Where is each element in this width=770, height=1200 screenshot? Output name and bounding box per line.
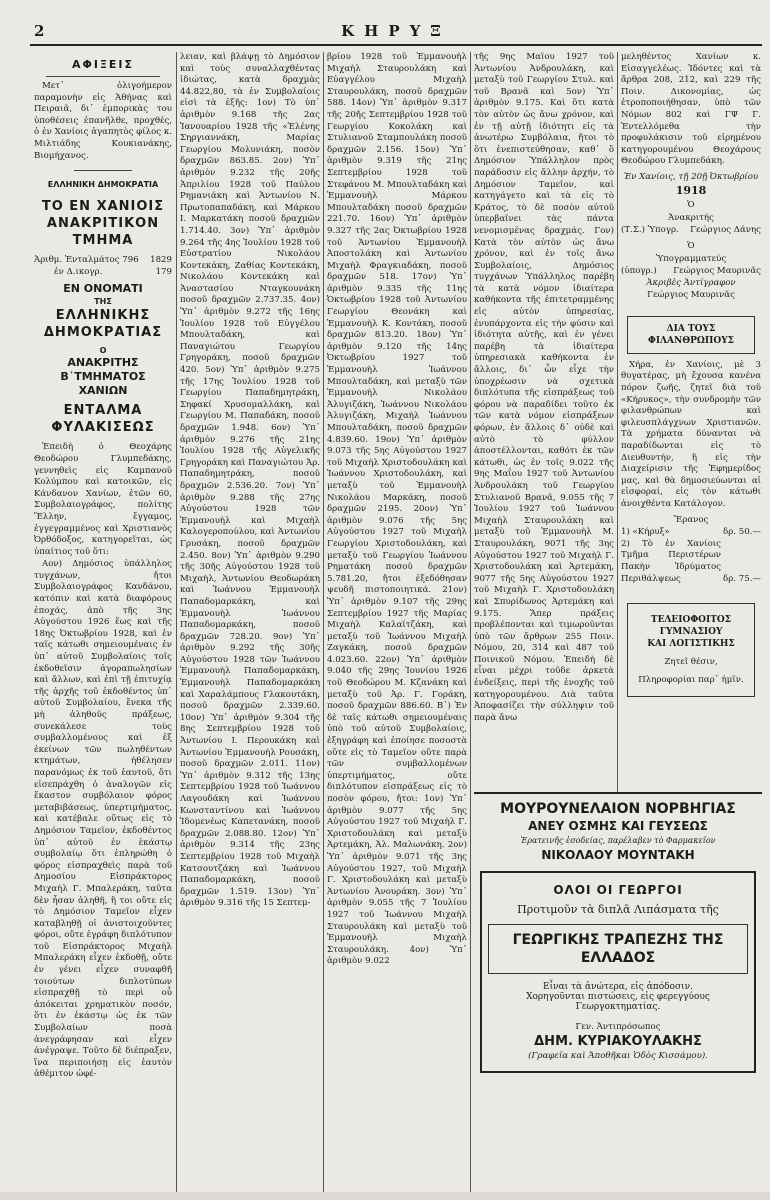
contracts-list-1: λειαν, καὶ βλάψῃ τὸ Δημόσιον καὶ τοὺς συναλλαχθέντας ἰδιώτας, κατὰ δραχμὰς 44.822,80, τὰ ἐν Συμβολαίοις εἰσὶ τὰ ἑξῆς: 1ον) Τὸ ὑπ᾿ ἀριθμὸν 9.168 τῆς 2ας Ἰανουαρίου 1928 τῆς «Ἑλένης Σηργιαννάκη, Μαρίας Γεωργίου Μολυνιάκη, ποσὸν δραχμῶν 863.85. 2ον) Ὑπ᾿ ἀριθμὸν 9.232 τῆς 20ῆς Ἀπριλίου 1928 τοῦ Παύλου Ρημανιάκη καὶ Ἀντωνίου Ν. Πρωτοπαπαδάκη, καὶ Μάρκου Ι. Μαρκατάκη ποσοῦ δραχμῶν 1.714.40. 3ον) Ὑπ᾿ ἀριθμὸν 9.264 τῆς 4ης Ἰουλίου 1928 τοῦ Εὐστρατίου Νικολάου Κοντεκάκη, Ζαθίας Κοντεκάκη, Νικολάου Κοντεκάκη καὶ Ἀναστασίου Νταγκουνάκη ποσοῦ δραχμῶν 2.737.35. 4ον) Ὑπ᾿ ἀριθμὸν 9.272 τῆς 16ης Ἰουλίου 1928 τοῦ Εὐγγέλου Μπουλταδάκη, καὶ Παναγιώτου Γεωργίου Γρηγοράκη, ποσοῦ δραχμῶν 420. 5ον) Ὑπ᾿ ἀριθμὸν 9.275 τῆς 17ης Ἰουλίου 1928 τοῦ Γεωργίου Παπαδημητράκη, Σηφακί Χρυσομαλλάκη, καὶ Γεωργίου Μ. Παπαδάκη, ποσοῦ δραχμῶν 1.948. 6ον) Ὑπ᾿ ἀριθμὸν 9.276 τῆς 21ης Ἰουλίου 1928 τῆς Αὐγελικῆς Γρηγοράκη καὶ Παναγιώτου Ἀρ. Παπαδημητράκη, ποσοῦ δραχμῶν 2.536.20. 7ον) Ὑπ᾿ ἀριθμὸν 9.288 τῆς 27ης Αὐγούστου 1928 τῶν Ἐμμανουὴλ καὶ Μιχαὴλ Καλογεροπούλου, καὶ Ἀντωνίου Γρυσάκη, ποσοῦ δραχμῶν 2.450. 8ον) Ὑπ᾿ ἀριθμὸν 9.290 τῆς 30ῆς Αὐγούστου 1928 τοῦ Μιχαὴλ, Ἀντωνίου Θεοδωράκη καὶ Ἰωάννου Ἐμμανουὴλ Παπαδομαρκάκη, καὶ Ἐμμανουὴλ Ἰωάννου Παπαδομαρκάκη, ποσοῦ δραχμῶν 728.20. 9ον) Ὑπ᾿ ἀριθμὸν 9.292 τῆς 30ῆς Αὐγούστου 1928 τῶν Ἰωάννου Ἐμμανουὴλ Παπαδομαρκάκη, Ἐμμανουὴλ Παπαδομαρκάκη καὶ Χαραλάμπους Γλακουτάκη, ποσοῦ δραχμῶν 2.339.60. 10ον) Ὑπ᾿ ἀριθμὸν 9.304 τῆς 8ης Σεπτεμβρίου 1928 τοῦ Ἀντωνίου Ι. Περουκάκη καὶ Ἀντωνίου Ἐμμανουὴλ Ρουσάκη, ποσοῦ δραχμῶν 2.011. 11ον) Ὑπ᾿ ἀριθμὸν 9.312 τῆς 13ης Σεπτεμβρίου 1928 τοῦ Ἰωάννου Λαγουδάκη καὶ Ἰωάννου Κωνσταντίνου καὶ Ἰωάννου Ἰδομενέως Καπετανάκη, ποσοῦ δραχμῶν 2.088.80. 12ον) Ὑπ᾿ ἀριθμὸν 9.314 τῆς 23ης Σεπτεμβρίου 1928 τοῦ Μιχαὴλ Κατσουτζάκη καὶ Ἰωάννου Παπαδομαρκάκη, ποσοῦ δραχμῶν 1.519. 13ον) Ὑπ᾿ ἀριθμὸν 9.316 τῆς 15 Σεπτεμ-	[180, 52, 320, 909]
ad-rule	[474, 792, 762, 794]
warrant-number: Ἀριθμ. Ἐνταλμάτος 796 1829	[34, 255, 172, 266]
credit-line: Χορηγοῦνται πιστώσεις, εἰς φερεγγύους Γεωργοκτηματίας.	[526, 992, 710, 1012]
warrant-body-1: Ἐπειδὴ ὁ Θεοχάρης Θεοδώρου Γλυμπεδάκης, γεννηθεὶς εἰς Καμπανοῦ Κολύμπου καὶ κατοικῶν, εἰς Κάνδανον Χανίων, ἐτῶν 60, Συμβολαιογράφος, πολίτης Ἕλλην, ἔγγαμος, ἐγγεγραμμένος καὶ Χριστιανὸς Ὀρθόδοξος, κατηγορεῖται, ὡς ὑπαίτιος τοῦ ὅτι:	[34, 442, 172, 557]
signature-title-2: Ὑπογραμματεύς	[655, 253, 727, 264]
warrant-conclusion: μεληθέντος Χανίων κ. Εἰσαγγελέως. Ἰδόντες καὶ τὰ ἄρθρα 208, 212, καὶ 229 τῆς Ποιν. Δικονομίας, ὡς ἐτροποποιήθησαν, ὑπὸ τῶν Νόμων 802 καὶ ΓΨ Γ. Ἐντελλόμεθα τὴν προφυλάκισιν τοῦ εἰρημένου κατηγορουμένου Θεοχάρους Θεοδώρου Γλυμπεδάκη.	[621, 52, 761, 167]
cod-oil-title: ΜΟΥΡΟΥΝΕΛΑΙΟΝ ΝΟΡΒΗΓΙΑΣ	[500, 801, 736, 817]
charity-title: ΔΙΑ ΤΟΥΣ ΦΙΛΑΝΘΡΩΠΟΥΣ	[648, 323, 734, 346]
column-divider	[470, 52, 471, 1192]
column-2	[180, 52, 320, 1192]
prefer-line: Προτιμοῦν τὰ διπλᾶ Λιπάσματα τῆς	[517, 903, 719, 916]
place-date: Ἐν Χανίοις, τῇ 20ῇ Ὀκτωβρίου	[623, 171, 759, 182]
page-bottom-margin	[0, 1192, 770, 1200]
graduate-ad	[627, 603, 755, 697]
bank-name: ΓΕΩΡΓΙΚΗΣ ΤΡΑΠΕΖΗΣ ΤΗΣ ΕΛΛΑΔΟΣ	[488, 924, 748, 974]
page-number: 2	[34, 22, 47, 40]
cod-oil-note: Ἐρατεινῆς ἐσοδείας, παρέλαβεν τὸ Φαρμακεῖον	[520, 836, 716, 845]
department-heading: Β᾿ΤΜΗΜΑΤΟΣ ΧΑΝΙΩΝ	[60, 370, 146, 398]
graduate-subtitle: ΚΑΙ ΛΟΓΙΣΤΙΚΗΣ	[647, 639, 735, 650]
eranos-item-2: 2) Τὸ ἐν Χανίοις Τμῆμα Περιστέρων Πακὴν Ἰδρύματος Περιθάλψεως δρ. 75.—	[621, 538, 761, 584]
representative-label: Γεν. Ἀντιπρόσωπος	[575, 1022, 661, 1032]
warrant-continuation: τῆς 9ης Μαΐου 1927 τοῦ Ἀντωνίου Ἀνδρουλάκη, καὶ μεταξὺ τοῦ Γεωργίου Στυλ. καὶ τοῦ Βρανᾶ καὶ 5ον) Ὑπ᾿ ἀριθμὸν 9.175. Καὶ ὅτι κατὰ τὸν αὐτὸν ὡς ἄνω χρόνον, καὶ ἐν τῇ αὐτῇ ἰδιότητι εἰς τὰ ἀνωτέρω Συμβόλαια, ἤτοι τὸ ὅτι ἐνεπιστεύθησαν, καθ᾿ ὃ Δημόσιον Ὑπάλληλον πρὸς παράδοσιν εἰς ἄλλην ἀρχήν, τὸ Δημόσιον Ταμεῖον, καὶ κατηγάγετο καὶ τὰ εἰς τὸ Κράτος, τὸ δὲ ποσὸν αὐτοῦ ὑπερβαῖνει τὰς πάντα νενομισμένας δραχμάς. Γον) Κατὰ τὸν αὐτὸν ὡς ἄνω χρόνον, καὶ ἐν τοῖς ἄνω Συμβολαίοις, Δημόσιος τυγχάνων Ὑπάλληλος παρέβη τὰ κατὰ νόμον ἰδιαίτερα καθήκοντα τῆς ἐπιτετραμμένης εἰς αὐτὸν ὑπηρεσίας, ἐνυπάρχοντα εἰς τὴν φύσιν καὶ ἰδιότητα αὐτῆς, καὶ ἐν γένει παρέβη τὰ ἰδιαίτερα ὑπηρεσιακὰ καθήκοντα ἐν ἄλλοις, δι᾿ ὧν εἶχε τὴν ὑποχρέωσιν νὰ σχετικὰ διπλότυπα τῆς εἰσπράξεως τοῦ φόρου νὰ παραδίδει τοῦτο ἐκ τῶν κατὰ νόμον εἰσπράξεων φόρων, ἐν ἄλλοις δ᾿ οὐδὲ καὶ αὐτὸ τὸ φύλλον ἀποστέλλονται, καθότι ἐκ τῶν κάτωθι, ὡς ἐν τοῖς 9.022 τῆς 9ης Μαΐου 1927 τοῦ Ἀντωνίου Ἀνδρουλάκη τοῦ Γεωργίου Στυλιανοῦ Βρανᾶ, 9.055 τῆς 7 Ἰουλίου 1927 τοῦ Ἰωάννου Μιχαὴλ Σταυρουλάκη καὶ μεταξὺ τοῦ Ἐμμανουὴλ Μ. Σταυρουλάκη, 9071 τῆς 3ης Αὐγούστου 1927 τοῦ Μιχαὴλ Γ. Χριστοδουλάκη καὶ Ἀρτεμάκη, 9077 τῆς 5ης Αὐγούστου 1927 τοῦ Μιχαὴλ Γ. Χριστοδουλάκη καὶ Σπυρίδωνος Ἀρτεμάκη καὶ 9.175. Ἅπερ πράξεις προβλέπονται καὶ τιμωροῦνται ὑπὸ τῶν ἄρθρων 255 Ποιν. Νόμου, 20, 314 καὶ 487 τοῦ Ποινικοῦ Νόμου. Ἐπειδὴ δὲ εἶναι μέχρι τοῦδε ἀρκετὰ ἐνδείξεις, περὶ τῆς ἐνοχῆς τοῦ κατηγορουμένου. Διὰ ταῦτα Ἀποφασίζει τὴν σύλληψιν τοῦ παρὰ ἄνω	[474, 52, 614, 723]
column-5	[621, 52, 761, 788]
graduate-title: ΤΕΛΕΙΟΦΟΙΤΟΣ ΓΥΜΝΑΣΙΟΥ	[650, 615, 732, 638]
graduate-text: Ζητεῖ θέσιν,	[664, 657, 718, 668]
court-title: ΤΟ ΕΝ ΧΑΝΙΟΙΣ ΑΝΑΚΡΙΤΙΚΟΝ ΤΜΗΜΑ	[41, 199, 165, 249]
header-rule	[30, 44, 762, 46]
name-of-heading: ΕΝ ΟΝΟΜΑΤΙ	[63, 282, 143, 296]
eranos-item-1: 1) «Κήρυξ» δρ. 50.—	[621, 527, 761, 538]
state-small: ΕΛΛΗΝΙΚΗ ΔΗΜΟΚΡΑΤΙΑ	[47, 180, 159, 190]
warrant-subnumber: ἐν Δ.ικογρ. 179	[54, 266, 172, 277]
column-divider	[323, 52, 324, 1192]
column-divider	[617, 52, 618, 792]
warrant-heading: ΕΝΤΑΛΜΑ ΦΥΛΑΚΙΣΕΩΣ	[51, 403, 155, 436]
graduate-info: Πληροφορίαι παρ᾿ ἡμῖν.	[638, 675, 744, 686]
signature-note: Ἀκριβὲς Ἀντίγραφον	[646, 277, 736, 288]
divider	[74, 170, 132, 171]
o-heading: Ο	[99, 346, 107, 356]
column-3	[327, 52, 467, 1192]
column-1	[34, 52, 172, 1192]
fertilizer-ad	[480, 871, 756, 1073]
signature-name-3: Γεώργιος Μαυρινᾶς	[647, 290, 735, 301]
contracts-list-2: βρίου 1928 τοῦ Ἐμμανουὴλ Μιχαὴλ Σταυρουλάκη καὶ Εὐαγγέλου Μιχαὴλ Σταυρουλάκη, ποσοῦ δραχμῶν 588. 14ον) Ὑπ᾿ ἀριθμὸν 9.317 τῆς 20ῆς Σεπτεμβρίου 1928 τοῦ Γεωργίου Κοκολάκη καὶ Στυλιανοῦ Σταμπουλάκη ποσοῦ δραχμῶν 2.156. 15ον) Ὑπ᾿ ἀριθμὸν 9.319 τῆς 21ης Σεπτεμβρίου 1928 τοῦ Στεφάνου Μ. Μπουλταδάκη καὶ Ἐμμανουὴλ Μάρκου Μπουλταδάκη ποσοῦ δραχμῶν 221.70. 16ον) Ὑπ᾿ ἀριθμὸν 9.327 τῆς 2ας Ὀκτωβρίου 1928 τοῦ Ἀντωνίου Ἐμμανουὴλ Ἀποστολάκη καὶ Ἀντωνίου Μιχαὴλ Φραγκιαδάκη, ποσοῦ δραχμῶν 518. 17ον) Ὑπ᾿ ἀριθμὸν 9.335 τῆς 11ης Ὀκτωβρίου 1928 τοῦ Ἀντωνίου Γεωργίου Θεονάκη καὶ Ἐμμανουὴλ Κ. Κοντάκη, ποσοῦ δραχμῶν 813.20. 18ον) Ὑπ᾿ ἀριθμὸν 9.120 τῆς 14ης Ὀκτωβρίου 1927 τοῦ Ἐμμανουὴλ Ἰωάννου Μπουλταδάκη, καὶ μεταξὺ τῶν Ἐμμανουὴλ Νικολάου Ἀλυγιζάκη, Ἰωάννου Νικολάου Ἀλυγιζάκη, Μιχαὴλ Ἰωάννου Μπουλταδάκη, ποσοῦ δραχμῶν 4.839.60. 19ον) Ὑπ᾿ ἀριθμὸν 9.073 τῆς 5ης Αὐγούστου 1927 τοῦ Μιχαὴλ Χριστοδουλάκη καὶ Ἰωάννου Χριστοδουλάκη, καὶ μεταξὺ τοῦ Ἐμμανουὴλ Νικολάου Μαρκάκη, ποσοῦ δραχμῶν 2195. 20ον) Ὑπ᾿ ἀριθμὸν 9.076 τῆς 5ης Αὐγούστου 1927 τοῦ Μιχαὴλ Γεωργίου Χριστοδουλάκη, καὶ μεταξὺ τοῦ Γεωργίου Ἰωάννου Ρηματάκη ποσοῦ δραχμῶν 5.781.20, ἤτοι ἐξεδόθησαν ψευδῆ πιστοποιητικά. 21ον) Ὑπ᾿ ἀριθμὸν 9.107 τῆς 29ης Σεπτεμβρίου 1927 τῆς Μαρίας Μιχαὴλ Καλαϊτζάκη, καὶ μεταξὺ τοῦ Ἰωάννου Μιχαὴλ Ζαγκάκη, ποσοῦ δραχμῶν 4.023.60. 22ον) Ὑπ᾿ ἀριθμὸν 9.040 τῆς 29ης Ἰουνίου 1926 τοῦ Θεοδώρου Μ. Κζανάκη καὶ μεταξὺ τοῦ Ἀρ. Γ. Γοράκη, ποσοῦ δραχμῶν 886.60. Β᾿) Ἐν δὲ ταῖς κάτωθι σημειουμέναις ὑπὸ τοῦ αὐτοῦ Συμβολαίοις, ἐξηγράφη καὶ ἐποίησε ποσοστὰ οὔτε εἰς τὸ Ταμεῖον οὔτε παρὰ τῶν συμβαλλομένων ὑπερτιμήματος, οὔτε διπλότυπον εἰσπράξεως εἰς τὸ ποσὸν φόρου, ἤτοι: 1ον) Ὑπ᾿ ἀριθμὸν 9.077 τῆς 5ης Αὐγούστου 1927 τοῦ Μιχαὴλ Γ. Χριστοδουλάκη καὶ μεταξὺ Ἀρτεμάκη, Ἀλ. Μαλωνάκη. 2ον) Ὑπ᾿ ἀριθμὸν 9.071 τῆς 3ης Αὐγούστου 1927, τοῦ Μιχαὴλ Γ. Χριστοδουλάκη καὶ μεταξὺ Ἀντωνίου Ἀνουράκη. 3ον) Ὑπ᾿ ἀριθμὸν 9.055 τῆς 7 Ἰουλίου 1927 τοῦ Ἰωάννου Μιχαὴλ Σταυρουλάκη καὶ μεταξὺ τοῦ Ἐμμανουὴλ Μιχαὴλ Σταυρουλάκη. 4ον) Ὑπ᾿ ἀριθμὸν 9.022	[327, 52, 467, 967]
date-year: 1918	[675, 183, 707, 197]
signature-o-1: Ὁ	[687, 200, 695, 211]
masthead	[30, 22, 762, 44]
divider	[46, 76, 160, 77]
warrant-body-2: Αον) Δημόσιος ὑπάλληλος τυγχάνων, ἤτοι Συμβολαιογράφος Κανδάνου, κατόπιν καὶ κατὰ διαφόρους ἐποχάς, ἀπὸ τῆς 3ης Αὐγούστου 1926 ἕως καὶ τῆς 18ης Ὀκτωβρίου 1928, καὶ ἐν ταῖς κάτωθι σημειουμέναις ἐν ὑπ᾿ αὐτοῦ Συμβολαίοις τοῖς ἐκδοθεῖσιν ἀγοραπωλησίων καὶ ἄλλων, καὶ ἐπὶ τῇ ἐπιτυχίᾳ τῆς ἀρχῆς τοῦ ἐκδοθέντος ὑπ᾿ αὐτοῦ Συμβολαίου, ἔνεκα τῆς μὴ ἀληθοῦς πράξεως, συνεκάλεσε τοὺς συμβαλλομένους καὶ ἐξ ἐκείνων τῶν πωληθέντων κτημάτων, ἠθέλησεν παρανόμως ἐκ τοῦ ἑαυτοῦ, ὅτι εἰσεπράχθη ὁ ἀναλογῶν εἰς ἕκαστον συμβόλαιον φόρος μεταβιβάσεως, ὑπερτιμήματος, καὶ κατέβαλε οὕτως εἰς τὸ Δημόσιον Ταμεῖον, ἐκδοθέντος ὑπ᾿ αὐτοῦ ἐν ἑκάστῳ συμβολαίῳ ὅτι ἐπληρώθη ὁ φόρος εἰσπραχθεὶς παρὰ τοῦ Δημοσίου Εἰσπράκτορος Μιχαὴλ Γ. Μπαλεράκη, ταῦτα δὲν ἦσαν ἀληθῆ, ἢ τοι οὔτε εἰς τὸ Δημόσιον Ταμεῖον εἶχεν καταβληθῇ οἱ ἀνιστοιχοῦντες φόροι, οὔτε ἐγράφη διπλότυπον τοῦ Εἰσπράκτορος Μιχαὴλ Μπαλεράκη εἶχεν ἐκδοθῇ, οὔτε ἐν γένει εἶχεν συναφθῆ τοιούτων διπλοτύπων εἰσπραχθῇ τὸ περὶ οὗ ἀπόκειται χρηματικὸν ποσόν, ὅτι ἐν ἑκάστῳ ὡς ἐκ τῶν Συμβολαίων ποσὰ ἀνεγράφησαν καὶ εἶχεν ἀνέγραψε. Τοῦτο δὲ διέπραξεν, ἵνα περιποιήσῃ εἰς ἑαυτὸν ἀθέμιτον ὠφέ-	[34, 559, 172, 1080]
column-4	[474, 52, 614, 788]
the-heading: ΤΗΣ	[94, 297, 112, 307]
farmers-heading: ΟΛΟΙ ΟΙ ΓΕΩΡΓΟΙ	[553, 883, 683, 897]
signature-o-2: Ὁ	[687, 240, 695, 251]
republic-heading: ΕΛΛΗΝΙΚΗΣ ΔΗΜΟΚΡΑΤΙΑΣ	[43, 308, 163, 341]
cod-oil-subtitle: ΑΝΕΥ ΟΣΜΗΣ ΚΑΙ ΓΕΥΣΕΩΣ	[528, 819, 708, 833]
charity-box	[627, 316, 755, 354]
examiner-heading: ΑΝΑΚΡΙΤΗΣ	[67, 356, 139, 370]
cod-oil-seller: ΝΙΚΟΛΑΟΥ ΜΟΥΝΤΑΚΗ	[541, 848, 695, 862]
advertisement-block	[474, 792, 762, 1192]
signature-line-2: (ὑπογρ.) Γεώργιος Μαυρινᾶς	[621, 266, 761, 277]
representative-name: ΔΗΜ. ΚΥΡΙΑΚΟΥΛΑΚΗΣ	[534, 1034, 702, 1049]
representative-address: (Γραφεῖα καὶ Ἀποθῆκαι Ὁδὸς Κισσάμου).	[528, 1051, 708, 1061]
arrivals-text: Μετ᾿ ὀλιγοήμερον παραμονὴν εἰς Ἀθήνας καὶ Πειραιᾶ, δι᾿ ἐμπορικὰς του ὑποθέσεις ἐπανῆλθε, προχθές, ὁ ἐν Χανίοις ἀγαπητὸς φίλος κ. Μιλτιάδης Κουκιανάκης, Βιομήχανος.	[34, 81, 172, 161]
arrivals-title: ΑΦΙΞΕΙΣ	[71, 58, 135, 71]
signature-title-1: Ἀνακριτής	[668, 212, 714, 223]
eranos-heading: Ἔρανος	[673, 514, 709, 525]
signature-line-1: (Τ.Σ.) Ὑπογρ. Γεώργιος Δάνης	[621, 225, 761, 236]
best-line: Εἶναι τὰ ἀνώτερα, εἰς ἀπόδοσιν.	[543, 982, 693, 992]
charity-text: Χήρα, ἐν Χανίοις, μὲ 3 θυγατέρας, μὴ ἔχουσα κανένα πόρον ζωῆς, ζητεῖ διὰ τοῦ «Κήρυκος», τὴν συνδρομὴν τῶν φιλανθρώπων καὶ φιλευσπλάγχνων Χριστιανῶν. Τὰ χρήματα δύνανται νὰ παραδίδωνται εἰς τὸ Διευθυντήν, ἢ εἰς τὴν Διαχείρισιν τῆς Ἐφημερίδος μας, καὶ θὰ δημοσιεύωνται αἱ εἰσφοραί, εἰς τὸν κάτωθι ἀνοιχθέντα Κατάλογον.	[621, 359, 761, 509]
newspaper-name: ΚΗΡΥΞ	[341, 22, 451, 40]
column-divider	[176, 52, 177, 1192]
